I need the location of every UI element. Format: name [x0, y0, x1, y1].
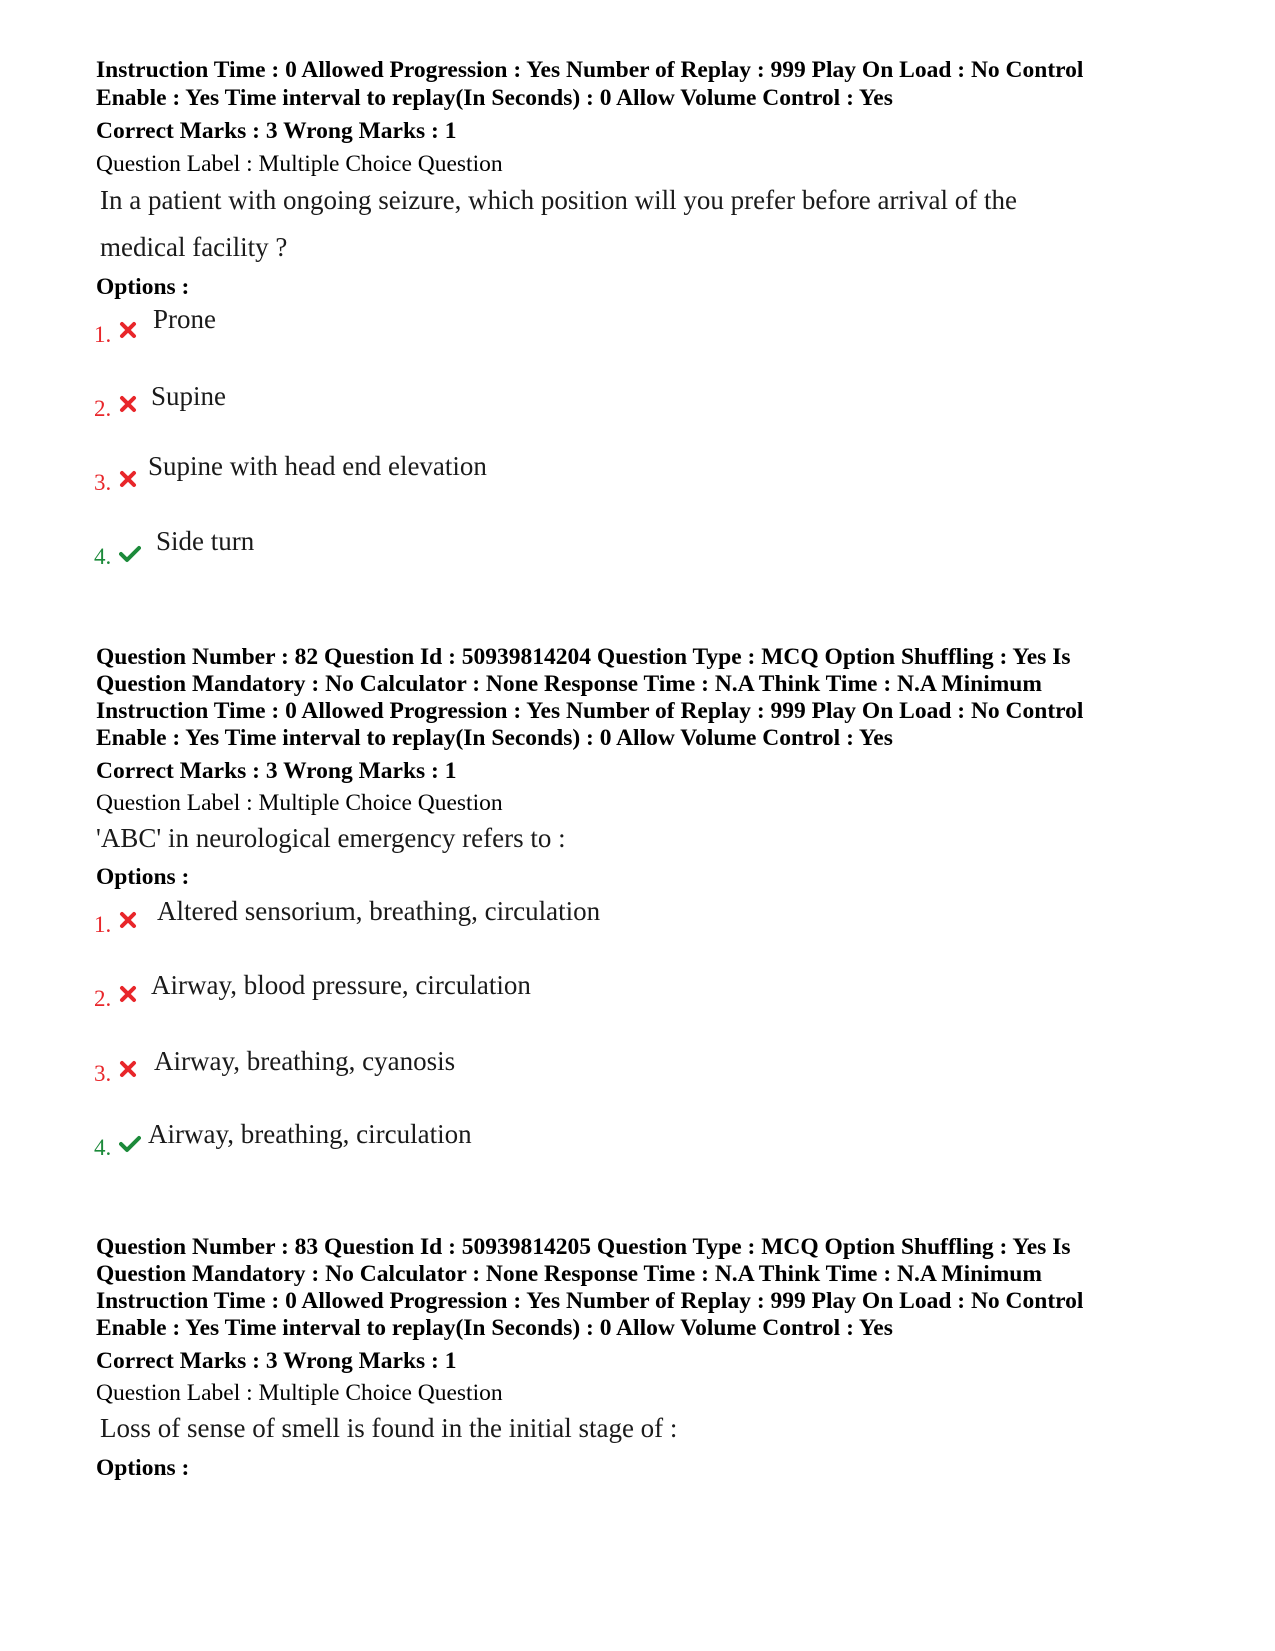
question-label: Question Label : Multiple Choice Question	[96, 790, 503, 816]
question-metadata-line: Enable : Yes Time interval to replay(In Seconds) : 0 Allow Volume Control : Yes	[96, 1315, 893, 1341]
question-metadata-line: Question Mandatory : No Calculator : None Response Time : N.A Think Time : N.A Minimum	[96, 671, 1042, 697]
options-heading: Options :	[96, 1455, 190, 1481]
option-text: Airway, blood pressure, circulation	[151, 970, 531, 1000]
question-text: Loss of sense of smell is found in the initial stage of :	[100, 1413, 678, 1443]
options-heading: Options :	[96, 864, 190, 890]
cross-icon	[119, 985, 137, 1003]
option-number: 2.	[94, 396, 112, 421]
option-number: 2.	[94, 986, 112, 1011]
cross-icon	[119, 395, 137, 413]
cross-icon	[119, 911, 137, 929]
option-text: Supine with head end elevation	[148, 451, 487, 481]
question-metadata-line: Instruction Time : 0 Allowed Progression : Yes Number of Replay : 999 Play On Load : No Control	[96, 1288, 1084, 1314]
cross-icon	[119, 470, 137, 488]
question-metadata-line: Question Number : 82 Question Id : 50939814204 Question Type : MCQ Option Shuffling : Yes Is	[96, 644, 1071, 670]
question-label: Question Label : Multiple Choice Question	[96, 1380, 503, 1406]
option-text: Prone	[153, 304, 216, 334]
option-number: 3.	[94, 1061, 112, 1086]
question-metadata-line: Enable : Yes Time interval to replay(In Seconds) : 0 Allow Volume Control : Yes	[96, 725, 893, 751]
cross-icon	[119, 321, 137, 339]
marks-line: Correct Marks : 3 Wrong Marks : 1	[96, 758, 457, 784]
question-text: 'ABC' in neurological emergency refers to :	[96, 823, 566, 853]
question-metadata-line: Question Number : 83 Question Id : 50939814205 Question Type : MCQ Option Shuffling : Yes Is	[96, 1234, 1071, 1260]
option-number: 4.	[94, 544, 112, 569]
cross-icon	[119, 1060, 137, 1078]
option-text: Airway, breathing, cyanosis	[154, 1046, 456, 1076]
option-number: 3.	[94, 470, 112, 495]
option-number: 4.	[94, 1135, 112, 1160]
option-number: 1.	[94, 322, 112, 347]
option-text: Airway, breathing, circulation	[148, 1119, 472, 1149]
question-metadata-line: Instruction Time : 0 Allowed Progression : Yes Number of Replay : 999 Play On Load : No Control	[96, 57, 1084, 83]
option-number: 1.	[94, 912, 112, 937]
question-metadata-line: Instruction Time : 0 Allowed Progression : Yes Number of Replay : 999 Play On Load : No Control	[96, 698, 1084, 724]
marks-line: Correct Marks : 3 Wrong Marks : 1	[96, 118, 457, 144]
option-text: Altered sensorium, breathing, circulation	[157, 896, 601, 926]
check-icon	[119, 545, 141, 563]
question-text: medical facility ?	[100, 232, 288, 262]
marks-line: Correct Marks : 3 Wrong Marks : 1	[96, 1348, 457, 1374]
options-heading: Options :	[96, 274, 190, 300]
option-text: Side turn	[156, 526, 255, 556]
check-icon	[119, 1135, 141, 1153]
question-metadata-line: Enable : Yes Time interval to replay(In Seconds) : 0 Allow Volume Control : Yes	[96, 85, 893, 111]
option-text: Supine	[151, 381, 227, 411]
question-text: In a patient with ongoing seizure, which position will you prefer before arrival of the	[100, 185, 1017, 215]
question-metadata-line: Question Mandatory : No Calculator : None Response Time : N.A Think Time : N.A Minimum	[96, 1261, 1042, 1287]
question-label: Question Label : Multiple Choice Question	[96, 151, 503, 177]
